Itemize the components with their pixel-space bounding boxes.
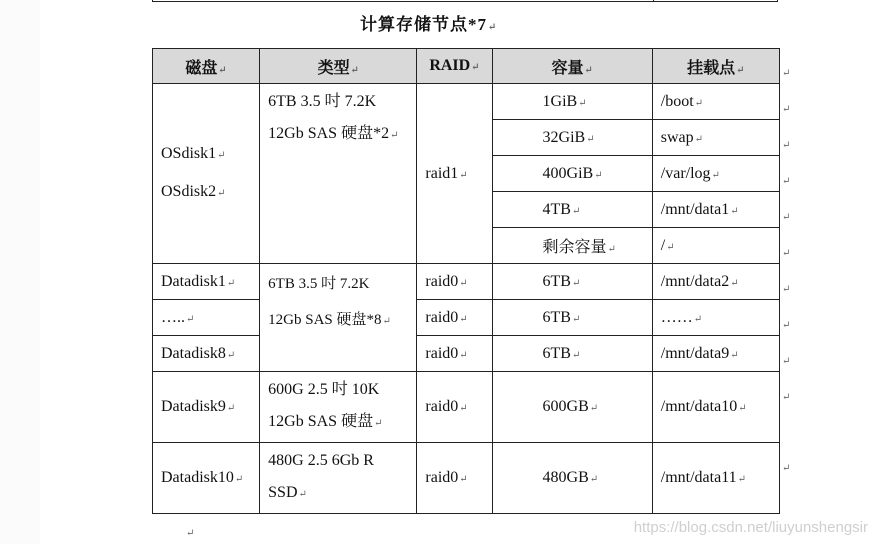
table-row	[153, 372, 780, 443]
table-row	[153, 84, 780, 120]
row-end-mark: ↵	[782, 212, 791, 223]
capacity-cell: 1GiB↵	[492, 84, 652, 120]
table-row	[153, 300, 780, 336]
header-disk: 磁盘↵	[153, 49, 260, 84]
capacity-cell: 6TB↵	[492, 264, 652, 300]
storage-node-table	[152, 48, 780, 514]
row-end-mark: ↵	[782, 176, 791, 187]
mount-cell: /mnt/data2↵	[652, 264, 779, 300]
os-type-cell: 6TB 3.5 吋 7.2K 12Gb SAS 硬盘*2↵	[260, 84, 417, 264]
capacity-cell: 6TB↵	[492, 336, 652, 372]
previous-table-bottom	[152, 0, 778, 2]
watermark: https://blog.csdn.net/liuyunshengsir	[633, 519, 868, 536]
raid-cell: raid0↵	[417, 264, 492, 300]
table-row	[153, 443, 780, 514]
row-end-mark: ↵	[782, 356, 791, 367]
mount-cell: /mnt/data11↵	[652, 443, 779, 514]
row-end-mark: ↵	[782, 248, 791, 259]
row-end-mark: ↵	[782, 68, 791, 79]
left-margin	[0, 0, 40, 544]
mount-cell: swap↵	[652, 120, 779, 156]
disk-cell: …..↵	[153, 300, 260, 336]
table-title: 计算存储节点*7↵	[360, 15, 498, 34]
mount-cell: /↵	[652, 228, 779, 264]
row-end-mark: ↵	[782, 392, 791, 403]
header-type: 类型↵	[260, 49, 417, 84]
mount-cell: /boot↵	[652, 84, 779, 120]
table-row	[153, 264, 780, 300]
capacity-cell: 600GB↵	[492, 372, 652, 443]
type-cell: 600G 2.5 吋 10K 12Gb SAS 硬盘↵	[260, 372, 417, 443]
capacity-cell: 32GiB↵	[492, 120, 652, 156]
row-end-mark: ↵	[782, 463, 791, 474]
capacity-cell: 400GiB↵	[492, 156, 652, 192]
raid-cell: raid0↵	[417, 336, 492, 372]
capacity-cell: 480GB↵	[492, 443, 652, 514]
header-raid: RAID↵	[417, 49, 492, 84]
header-mount: 挂载点↵	[652, 49, 779, 84]
data-type-cell: 6TB 3.5 吋 7.2K 12Gb SAS 硬盘*8↵	[260, 264, 417, 372]
disk-cell: Datadisk8↵	[153, 336, 260, 372]
row-end-mark: ↵	[782, 140, 791, 151]
os-raid-cell: raid1↵	[417, 84, 492, 264]
disk-cell: Datadisk9↵	[153, 372, 260, 443]
disk-cell: Datadisk1↵	[153, 264, 260, 300]
row-end-mark: ↵	[782, 104, 791, 115]
type-cell: 480G 2.5 6Gb R SSD↵	[260, 443, 417, 514]
header-capacity: 容量↵	[492, 49, 652, 84]
header-row	[153, 49, 780, 84]
os-disks-cell: OSdisk1↵ OSdisk2↵	[153, 84, 260, 264]
raid-cell: raid0↵	[417, 300, 492, 336]
paragraph-mark: ↵	[186, 528, 195, 539]
capacity-cell: 6TB↵	[492, 300, 652, 336]
raid-cell: raid0↵	[417, 372, 492, 443]
disk-cell: Datadisk10↵	[153, 443, 260, 514]
capacity-cell: 4TB↵	[492, 192, 652, 228]
mount-cell: /mnt/data10↵	[652, 372, 779, 443]
mount-cell: /mnt/data1↵	[652, 192, 779, 228]
mount-cell: ……↵	[652, 300, 779, 336]
mount-cell: /mnt/data9↵	[652, 336, 779, 372]
raid-cell: raid0↵	[417, 443, 492, 514]
mount-cell: /var/log↵	[652, 156, 779, 192]
row-end-mark: ↵	[782, 284, 791, 295]
row-end-mark: ↵	[782, 320, 791, 331]
table-row	[153, 336, 780, 372]
capacity-cell: 剩余容量↵	[492, 228, 652, 264]
